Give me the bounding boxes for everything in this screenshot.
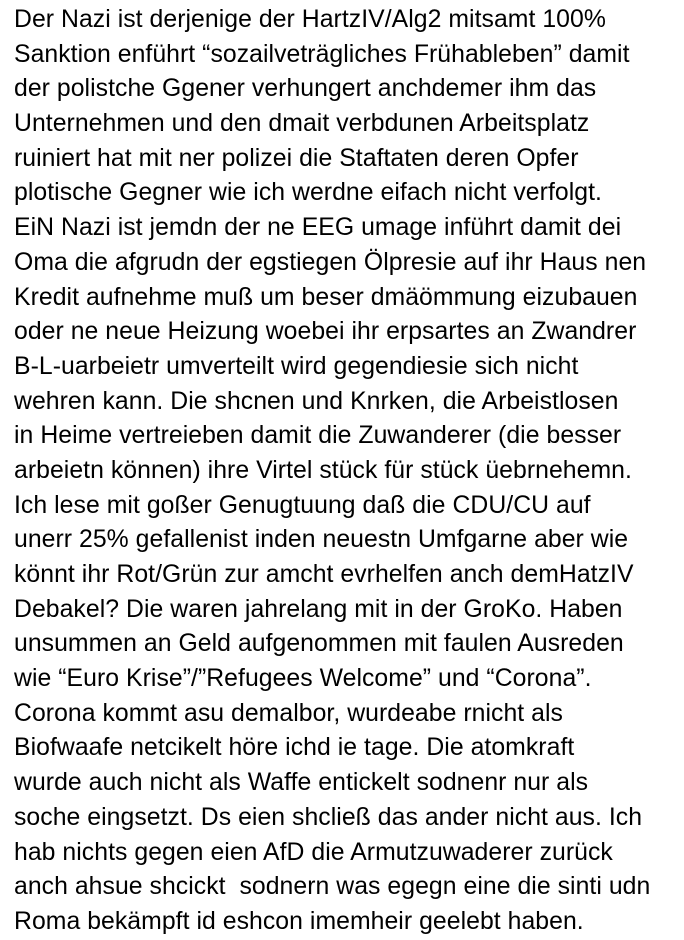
- text-line: hab nichts gegen eien AfD die Armutzuwaderer zurück: [14, 837, 613, 866]
- text-line: in Heime vertreieben damit die Zuwanderer (die besser: [14, 421, 622, 450]
- text-line: arbeietn können) ihre Virtel stück für stück üebrnehemn.: [14, 455, 632, 484]
- text-line: Corona kommt asu demalbor, wurdeabe rnicht als: [14, 698, 563, 727]
- text-line: Kredit aufnehme muß um beser dmäömmung eizubauen: [14, 282, 638, 311]
- text-line: Ich lese mit goßer Genugtuung daß die CDU/CU auf: [14, 490, 591, 519]
- text-line: wie “Euro Krise”/”Refugees Welcome” und “Corona”.: [14, 664, 592, 693]
- text-line: Oma die afgrudn der egstiegen Ölpresie auf ihr Haus nen: [14, 247, 647, 276]
- text-line: ruiniert hat mit ner polizei die Staftaten deren Opfer: [14, 143, 579, 172]
- text-line: soche eingsetzt. Ds eien shcließ das ander nicht aus. Ich: [14, 802, 643, 831]
- text-line: Sanktion enführt “sozailveträgliches Frühableben” damit: [14, 39, 630, 68]
- text-line: Der Nazi ist derjenige der HartzIV/Alg2 mitsamt 100%: [14, 5, 606, 33]
- text-line: Debakel? Die waren jahrelang mit in der GroKo. Haben: [14, 594, 623, 623]
- text-line: Roma bekämpft id eshcon imemheir geelebt haben.: [14, 906, 584, 935]
- text-line: EiN Nazi ist jemdn der ne EEG umage inführt damit dei: [14, 213, 622, 242]
- text-line: anch ahsue shcickt sodnern was egegn eine die sinti udn: [14, 872, 651, 901]
- text-line: Biofwaafe netcikelt höre ichd ie tage. Die atomkraft: [14, 733, 575, 762]
- text-line: der polistche Ggener verhungert anchdemer ihm das: [14, 74, 597, 103]
- text-line: wurde auch nicht als Waffe entickelt sodnenr nur als: [14, 768, 589, 797]
- text-line: unerr 25% gefallenist inden neuestn Umfgarne aber wie: [14, 525, 629, 554]
- text-line: plotische Gegner wie ich werdne eifach nicht verfolgt.: [14, 178, 602, 207]
- text-line: Unternehmen und den dmait verbdunen Arbeitsplatz: [14, 109, 590, 138]
- text-line: könnt ihr Rot/Grün zur amcht evrhelfen anch demHatzIV: [14, 560, 634, 588]
- body-text: [14, 2, 682, 939]
- text-line: unsummen an Geld aufgenommen mit faulen Ausreden: [14, 629, 624, 658]
- text-line: B-L-uarbeietr umverteilt wird gegendiesie sich nicht: [14, 351, 579, 380]
- text-line: oder ne neue Heizung woebei ihr erpsartes an Zwandrer: [14, 317, 637, 346]
- text-line: wehren kann. Die shcnen und Knrken, die Arbeistlosen: [14, 386, 619, 415]
